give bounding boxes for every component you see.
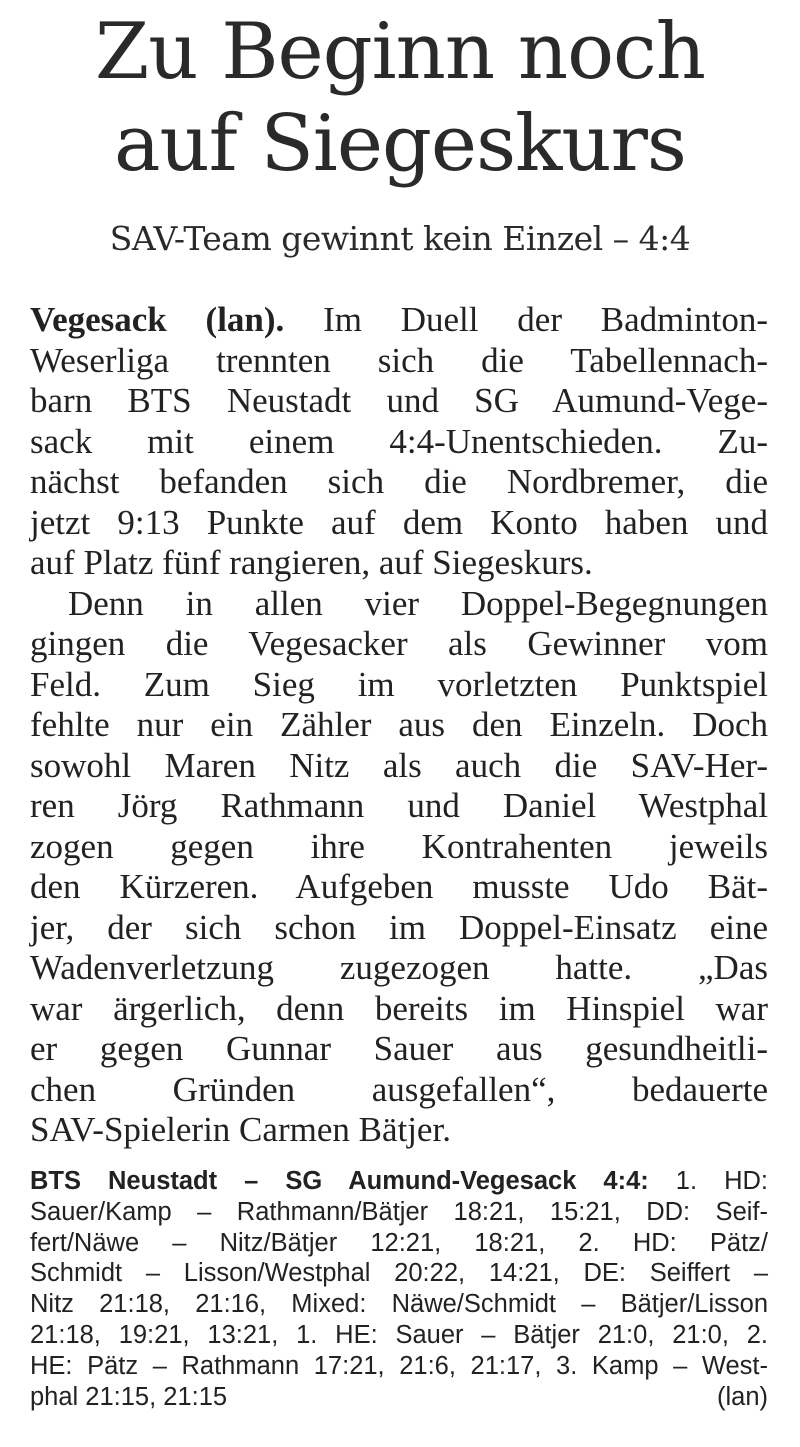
body-line: Denn in allen vier Doppel-Begegnungen xyxy=(68,583,768,623)
body-line: jer, der sich schon im Doppel-Einsatz eine xyxy=(30,907,768,947)
body-line: auf Platz fünf rangieren, auf Siegeskurs. xyxy=(30,543,593,582)
body-line: Weserliga trennten sich die Tabellennach- xyxy=(30,340,768,380)
results-line-text: phal 21:15, 21:15 xyxy=(30,1382,228,1411)
dateline: Vegesack (lan). xyxy=(30,300,285,339)
results-box xyxy=(30,1166,768,1412)
body-line-text: Im Duell der Badminton- xyxy=(284,300,768,339)
article-body xyxy=(30,300,768,1151)
headline-line-1: Zu Beginn noch xyxy=(95,7,705,97)
body-line: jetzt 9:13 Punkte auf dem Konto haben und xyxy=(30,502,768,542)
results-line: HE: Pätz – Rathmann 17:21, 21:6, 21:17, 3. Kamp – West- xyxy=(30,1351,768,1380)
body-line: chen Gründen ausgefallen“, bedauerte xyxy=(30,1069,768,1109)
subheadline: SAV-Team gewinnt kein Einzel – 4:4 xyxy=(109,219,691,258)
body-line: sowohl Maren Nitz als auch die SAV-Her- xyxy=(30,745,768,785)
body-line: nächst befanden sich die Nordbremer, die xyxy=(30,462,768,501)
results-line: fert/Näwe – Nitz/Bätjer 12:21, 18:21, 2. HD: Pätz/ xyxy=(30,1228,768,1257)
body-line: Feld. Zum Sieg im vorletzten Punktspiel xyxy=(30,664,768,704)
body-line: sack mit einem 4:4-Unentschieden. Zu- xyxy=(30,421,768,461)
headline-line-2: auf Siegeskurs xyxy=(114,99,686,189)
body-line: den Kürzeren. Aufgeben musste Udo Bät- xyxy=(30,867,768,906)
body-line: war ärgerlich, denn bereits im Hinspiel war xyxy=(30,988,768,1028)
body-line: zogen gegen ihre Kontrahenten jeweils xyxy=(30,826,768,866)
body-line: gingen die Vegesacker als Gewinner vom xyxy=(30,624,768,663)
body-line: barn BTS Neustadt und SG Aumund-Vege- xyxy=(30,381,768,420)
body-line: fehlte nur ein Zähler aus den Einzeln. Doch xyxy=(30,705,768,744)
results-line xyxy=(30,1166,768,1197)
body-line: ren Jörg Rathmann und Daniel Westphal xyxy=(30,786,768,825)
results-line-text: 1. HD: xyxy=(648,1167,768,1195)
results-line: Sauer/Kamp – Rathmann/Bätjer 18:21, 15:21, DD: Seif- xyxy=(30,1197,768,1226)
results-heading: BTS Neustadt – SG Aumund-Vegesack 4:4: xyxy=(30,1167,649,1195)
headline xyxy=(0,6,800,190)
body-line: SAV-Spielerin Carmen Bätjer. xyxy=(30,1110,451,1149)
results-line: 21:18, 19:21, 13:21, 1. HE: Sauer – Bätjer 21:0, 21:0, 2. xyxy=(30,1320,768,1349)
author-tag: (lan) xyxy=(716,1382,768,1411)
results-line xyxy=(30,1382,768,1413)
results-line: Schmidt – Lisson/Westphal 20:22, 14:21, DE: Seiffert – xyxy=(30,1259,768,1288)
results-line: Nitz 21:18, 21:16, Mixed: Näwe/Schmidt – Bätjer/Lisson xyxy=(30,1290,768,1319)
body-line xyxy=(30,300,768,341)
body-line: Wadenverletzung zugezogen hatte. „Das xyxy=(30,948,768,987)
body-line: er gegen Gunnar Sauer aus gesundheitli- xyxy=(30,1029,768,1068)
